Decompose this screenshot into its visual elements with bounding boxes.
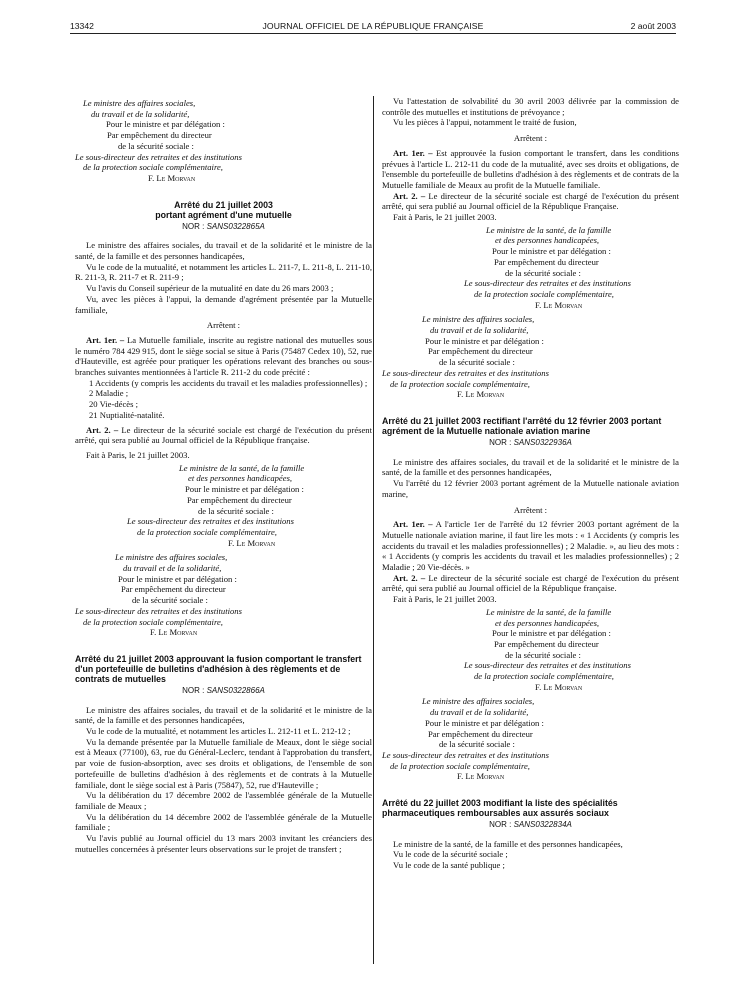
paragraph: Le ministre des affaires sociales, du travail et de la solidarité et le ministre de la santé, de la famille et des personnes handicapées,	[75, 704, 372, 726]
article: Art. 2. – Le directeur de la sécurité sociale est chargé de l'exécution du présent arrêté, qui sera publié au Journal officiel de la République française.	[75, 424, 372, 446]
signature-block	[382, 607, 679, 693]
journal-title: JOURNAL OFFICIEL DE LA RÉPUBLIQUE FRANÇAISE	[262, 21, 484, 31]
signature-line: Le sous-directeur des retraites et des institutions	[464, 278, 631, 289]
signature-block	[382, 314, 679, 400]
signature-line: Le ministre de la santé, de la famille	[486, 606, 612, 617]
signature-line: Le sous-directeur des retraites et des institutions	[127, 516, 294, 527]
decree-rectification	[382, 416, 679, 605]
decree-fusion-continued	[382, 96, 679, 223]
signature-line: de la sécurité sociale :	[505, 649, 581, 660]
signature-line: Par empêchement du directeur	[494, 256, 599, 267]
signatory-name: F. Le Morvan	[228, 537, 276, 548]
signature-line: Pour le ministre et par délégation :	[425, 335, 544, 346]
page-header	[70, 20, 676, 34]
date-line: Fait à Paris, le 21 juillet 2003.	[86, 449, 190, 460]
paragraph: Vu le code de la mutualité, et notamment les articles L. 212-11 et L. 212-12 ;	[86, 726, 351, 737]
signature-line: et des personnes handicapées,	[188, 473, 293, 484]
nor-reference: NOR : SANS0322936A	[489, 437, 572, 447]
signature-line: Par empêchement du directeur	[107, 130, 212, 141]
signature-line: de la protection sociale complémentaire,	[474, 671, 614, 682]
article: Art. 2. – Le directeur de la sécurité sociale est chargé de l'exécution du présent arrêté, qui sera publié au Journal officiel de la République Française.	[382, 190, 679, 212]
column-divider	[373, 96, 374, 964]
signature-line: Par empêchement du directeur	[494, 638, 599, 649]
signature-line: Le ministre de la santé, de la famille	[179, 462, 305, 473]
arretent-heading: Arrêtent :	[513, 133, 548, 144]
decree-title: Arrêté du 21 juillet 2003 approuvant la fusion comportant le transfert d'un portefeuille de bulletins d'adhésion à des règlements et de contrats de mutuelles	[75, 653, 362, 684]
nor-reference: NOR : SANS0322834A	[489, 820, 572, 830]
signature-line: Le ministre des affaires sociales,	[422, 314, 535, 325]
paragraph: Vu la délibération du 14 décembre 2002 de l'assemblée générale de la Mutuelle familiale ;	[75, 811, 372, 833]
paragraph: Le ministre de la santé, de la famille et des personnes handicapées,	[393, 838, 623, 849]
decree-title: portant agrément d'une mutuelle	[155, 209, 292, 220]
list-item: 20 Vie-décès ;	[89, 399, 138, 410]
signatory-name: F. Le Morvan	[150, 627, 198, 638]
signature-line: Par empêchement du directeur	[428, 728, 533, 739]
left-column	[75, 98, 372, 854]
paragraph: Vu le code de la mutualité, et notamment les articles L. 211-7, L. 211-8, L. 211-10, R. 211-3, R. 211-7 et R. 211-9 ;	[75, 261, 372, 283]
signature-line: de la protection sociale complémentaire,	[83, 616, 223, 627]
paragraph: Vu, avec les pièces à l'appui, la demande d'agrément présentée par la Mutuelle familiale,	[75, 293, 372, 315]
signature-line: Le sous-directeur des retraites et des institutions	[382, 749, 549, 760]
right-column	[382, 96, 679, 871]
paragraph: Vu l'attestation de solvabilité du 30 avril 2003 délivrée par la commission de contrôle des mutuelles et institutions de prévoyance ;	[382, 96, 679, 117]
paragraph: Vu les pièces à l'appui, notamment le traité de fusion,	[393, 117, 577, 128]
issue-date: 2 août 2003	[630, 21, 676, 31]
signature-line: Par empêchement du directeur	[187, 494, 292, 505]
signature-block	[382, 225, 679, 311]
signature-line: Pour le ministre et par délégation :	[425, 717, 544, 728]
signature-line: de la sécurité sociale :	[198, 505, 274, 516]
signatory-name: F. Le Morvan	[535, 681, 583, 692]
signature-block	[75, 552, 372, 638]
signature-line: Le sous-directeur des retraites et des institutions	[382, 367, 549, 378]
decree-fusion-approval	[75, 654, 372, 855]
signature-line: Le sous-directeur des retraites et des institutions	[464, 660, 631, 671]
signature-line: de la protection sociale complémentaire,	[83, 162, 223, 173]
list-item: 1 Accidents (y compris les accidents du travail et les maladies professionnelles) ;	[89, 377, 368, 388]
list-item: 2 Maladie ;	[89, 388, 129, 399]
signature-line: Par empêchement du directeur	[121, 584, 226, 595]
paragraph: Vu l'arrêté du 12 février 2003 portant agrément de la Mutuelle nationale aviation marine,	[382, 478, 679, 499]
paragraph: Vu la délibération du 17 décembre 2002 de l'assemblée générale de la Mutuelle familiale de Meaux ;	[75, 790, 372, 811]
signature-block	[75, 98, 372, 184]
signature-block	[75, 463, 372, 549]
arretent-heading: Arrêtent :	[513, 504, 548, 515]
arretent-heading: Arrêtent :	[206, 320, 241, 331]
paragraph: Le ministre des affaires sociales, du travail et de la solidarité et le ministre de la santé, de la famille et des personnes handicapées,	[382, 456, 679, 478]
signature-line: Le ministre des affaires sociales,	[83, 98, 196, 108]
date-line: Fait à Paris, le 21 juillet 2003.	[393, 594, 497, 605]
signature-block	[382, 696, 679, 782]
signatory-name: F. Le Morvan	[457, 771, 505, 782]
paragraph: Vu le code de la santé publique ;	[393, 860, 505, 871]
signatory-name: F. Le Morvan	[457, 389, 505, 400]
signature-line: du travail et de la solidarité,	[430, 707, 529, 718]
signatory-name: F. Le Morvan	[535, 299, 583, 310]
signature-line: Le ministre des affaires sociales,	[422, 696, 535, 707]
signature-line: du travail et de la solidarité,	[91, 108, 190, 119]
signature-line: de la protection sociale complémentaire,	[390, 760, 530, 771]
list-item: 21 Nuptialité-natalité.	[89, 409, 165, 420]
signature-line: du travail et de la solidarité,	[430, 325, 529, 336]
signature-line: Par empêchement du directeur	[428, 346, 533, 357]
signature-line: de la sécurité sociale :	[132, 595, 208, 606]
signature-line: et des personnes handicapées,	[495, 235, 600, 246]
signature-line: de la protection sociale complémentaire,	[137, 526, 277, 537]
paragraph: Vu le code de la sécurité sociale ;	[393, 849, 508, 860]
decree-mutuelle-agrement	[75, 200, 372, 461]
article: Art. 1er. – A l'article 1er de l'arrêté du 12 février 2003 portant agrément de la Mutuelle nationale aviation marine, il faut lire les mots : « 1 Accidents (y compris les accidents du travail et les maladies professionnelles) ; 2 Maladie. », au lieu des mots : « 1 Accidents (y compris les accidents du travail et les maladies professionnelles) ; 2 Maladie ; 20 Vie-décès. »	[382, 519, 679, 573]
page-number: 13342	[70, 21, 94, 31]
signature-line: Pour le ministre et par délégation :	[185, 484, 304, 495]
decree-pharma-list	[382, 798, 679, 871]
signature-line: et des personnes handicapées,	[495, 617, 600, 628]
signature-line: Le ministre des affaires sociales,	[115, 552, 228, 563]
signature-line: Le sous-directeur des retraites et des institutions	[75, 605, 242, 616]
signature-line: de la protection sociale complémentaire,	[474, 288, 614, 299]
paragraph: Le ministre des affaires sociales, du travail et de la solidarité et le ministre de la santé, de la famille et des personnes handicapées,	[75, 240, 372, 262]
signature-line: du travail et de la solidarité,	[123, 563, 222, 574]
signature-line: de la sécurité sociale :	[118, 140, 194, 151]
signatory-name: F. Le Morvan	[148, 172, 196, 183]
signature-line: de la sécurité sociale :	[505, 267, 581, 278]
nor-reference: NOR : SANS0322865A	[182, 221, 265, 231]
date-line: Fait à Paris, le 21 juillet 2003.	[393, 212, 497, 223]
signature-line: de la protection sociale complémentaire,	[390, 378, 530, 389]
signature-line: Le sous-directeur des retraites et des institutions	[75, 151, 242, 162]
signature-line: de la sécurité sociale :	[439, 739, 515, 750]
paragraph: Vu l'avis du Conseil supérieur de la mutualité en date du 26 mars 2003 ;	[86, 283, 334, 294]
signature-line: Pour le ministre et par délégation :	[118, 573, 237, 584]
signature-line: de la sécurité sociale :	[439, 357, 515, 368]
signature-line: Pour le ministre et par délégation :	[492, 246, 611, 257]
signature-line: Le ministre de la santé, de la famille	[486, 224, 612, 235]
nor-reference: NOR : SANS0322866A	[182, 685, 265, 695]
article: Art. 1er. – Est approuvée la fusion comportant le transfert, dans les conditions prévues à l'article L. 212-11 du code de la mutualité, avec ses droits et obligations, de l'ensemble du portefeuille de bulletins d'adhésion à des règlements et de contrats de la Mutuelle familiale de Meaux au profit de la Mutuelle familiale.	[382, 147, 679, 190]
signature-line: Pour le ministre et par délégation :	[492, 628, 611, 639]
article: Art. 2. – Le directeur de la sécurité sociale est chargé de l'exécution du présent arrêté, qui sera publié au Journal officiel de la République française.	[382, 572, 679, 594]
branch-list	[75, 378, 372, 421]
paragraph: Vu la demande présentée par la Mutuelle familiale de Meaux, dont le siège social est à Meaux (77100), 63, rue du Général-Leclerc, tendant à l'approbation du transfert, par voie de fusion-absorption, avec ses droits et obligations, de l'ensemble de son portefeuille de bulletins d'adhésion à des règlements et de contrats à la Mutuelle familiale, dont le siège social est à Paris (75847), 52, rue d'Hauteville ;	[75, 736, 372, 790]
article: Art. 1er. – La Mutuelle familiale, inscrite au registre national des mutuelles sous le numéro 784 429 915, dont le siège social se situe à Paris (75487 Cedex 10), 52, rue d'Hauteville, est agréée pour pratiquer les opérations relevant des branches ou sous-branches suivantes mentionnées à l'article R. 211-2 du code précité :	[75, 334, 372, 378]
decree-title: Arrêté du 22 juillet 2003 modifiant la liste des spécialités pharmaceutiques remboursables aux assurés sociaux	[382, 798, 618, 819]
decree-title: Arrêté du 21 juillet 2003	[174, 199, 273, 210]
decree-title: Arrêté du 21 juillet 2003 rectifiant l'arrêté du 12 février 2003 portant agrément de la Mutuelle nationale aviation marine	[382, 415, 662, 436]
signature-line: Pour le ministre et par délégation :	[106, 119, 225, 130]
paragraph: Vu l'avis publié au Journal officiel du 13 mars 2003 invitant les créanciers des mutuelles concernées à présenter leurs observations sur le projet de transfert ;	[75, 833, 372, 854]
